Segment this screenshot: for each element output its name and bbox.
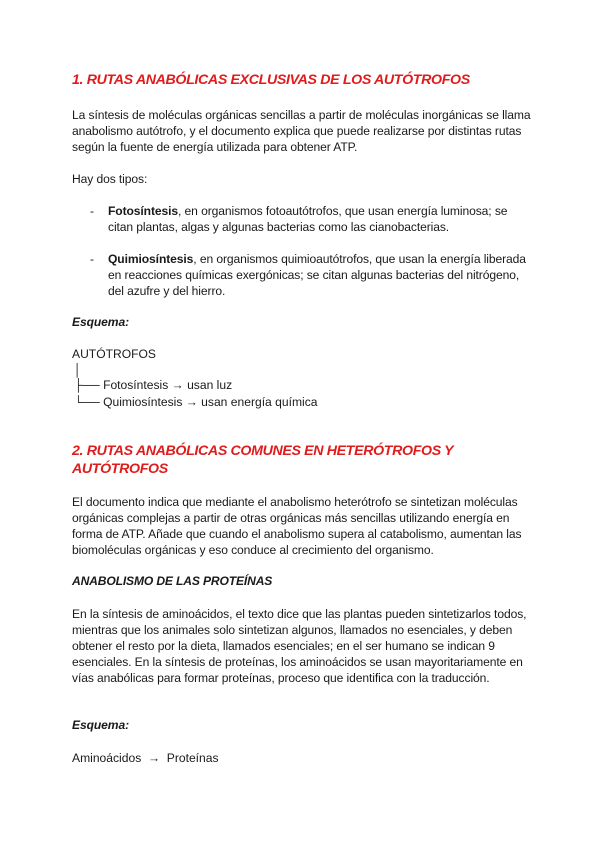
- bullet-text: , en organismos fotoautótrofos, que usan energía luminosa; se citan plantas, algas y algunas bacterias como las cianobacterias.: [108, 204, 508, 234]
- types-intro: Hay dos tipos:: [72, 172, 148, 186]
- section2-title-line1: 2. RUTAS ANABÓLICAS COMUNES EN HETERÓTROFOS Y: [72, 443, 454, 459]
- scheme-label-2: Esquema:: [72, 718, 129, 732]
- bullet-term: Quimiosíntesis: [108, 252, 194, 266]
- scheme-label-1: Esquema:: [72, 315, 129, 329]
- bullet-term: Fotosíntesis: [108, 204, 179, 218]
- proteins-scheme: Aminoácidos → Proteínas: [72, 751, 219, 765]
- section2-intro: El documento indica que mediante el anabolismo heterótrofo se sintetizan moléculas orgánicas complejas a partir de otras orgánicas más sencillas utilizando energía en forma de ATP. Añade que cuando el anabolismo supera al catabolismo, aumentan las biomoléculas orgánicas y eso conduce al crecimiento del organismo.: [72, 495, 522, 557]
- bullet-fotosintesis: [108, 203, 528, 235]
- section1-intro: La síntesis de moléculas orgánicas sencillas a partir de moléculas inorgánicas se llama anabolismo autótrofo, y el documento explica que puede realizarse por distintas rutas según la fuente de energía utilizada para obtener ATP.: [72, 108, 531, 154]
- bullet-marker: -: [90, 252, 95, 266]
- section1-title: 1. RUTAS ANABÓLICAS EXCLUSIVAS DE LOS AUTÓTROFOS: [72, 72, 470, 88]
- proteins-text: En la síntesis de aminoácidos, el texto dice que las plantas pueden sintetizarlos todos, mientras que los animales solo sintetizan algunos, llamados no esenciales, y deben obtener el resto por la dieta, llamados esenciales; en el ser humano se indican 9 esenciales. En la síntesis de proteínas, los aminoácidos se usan mayoritariamente en vías anabólicas para formar proteínas, proceso que identifica con la traducción.: [72, 607, 527, 685]
- proteins-subheading: ANABOLISMO DE LAS PROTEÍNAS: [72, 574, 273, 588]
- section2-title-line2: AUTÓTROFOS: [72, 461, 168, 477]
- bullet-text: , en organismos quimioautótrofos, que usan la energía liberada en reacciones químicas exergónicas; se citan algunas bacterias del nitrógeno, del azufre y del hierro.: [108, 252, 526, 298]
- tree-line-quimiosintesis: └── Quimiosíntesis → usan energía química: [74, 395, 318, 409]
- tree-line-fotosintesis: ├── Fotosíntesis → usan luz: [74, 378, 233, 392]
- tree-pipe: │: [74, 363, 82, 377]
- bullet-quimiosintesis: [108, 251, 528, 299]
- tree-root: AUTÓTROFOS: [72, 347, 156, 361]
- bullet-marker: -: [90, 204, 95, 218]
